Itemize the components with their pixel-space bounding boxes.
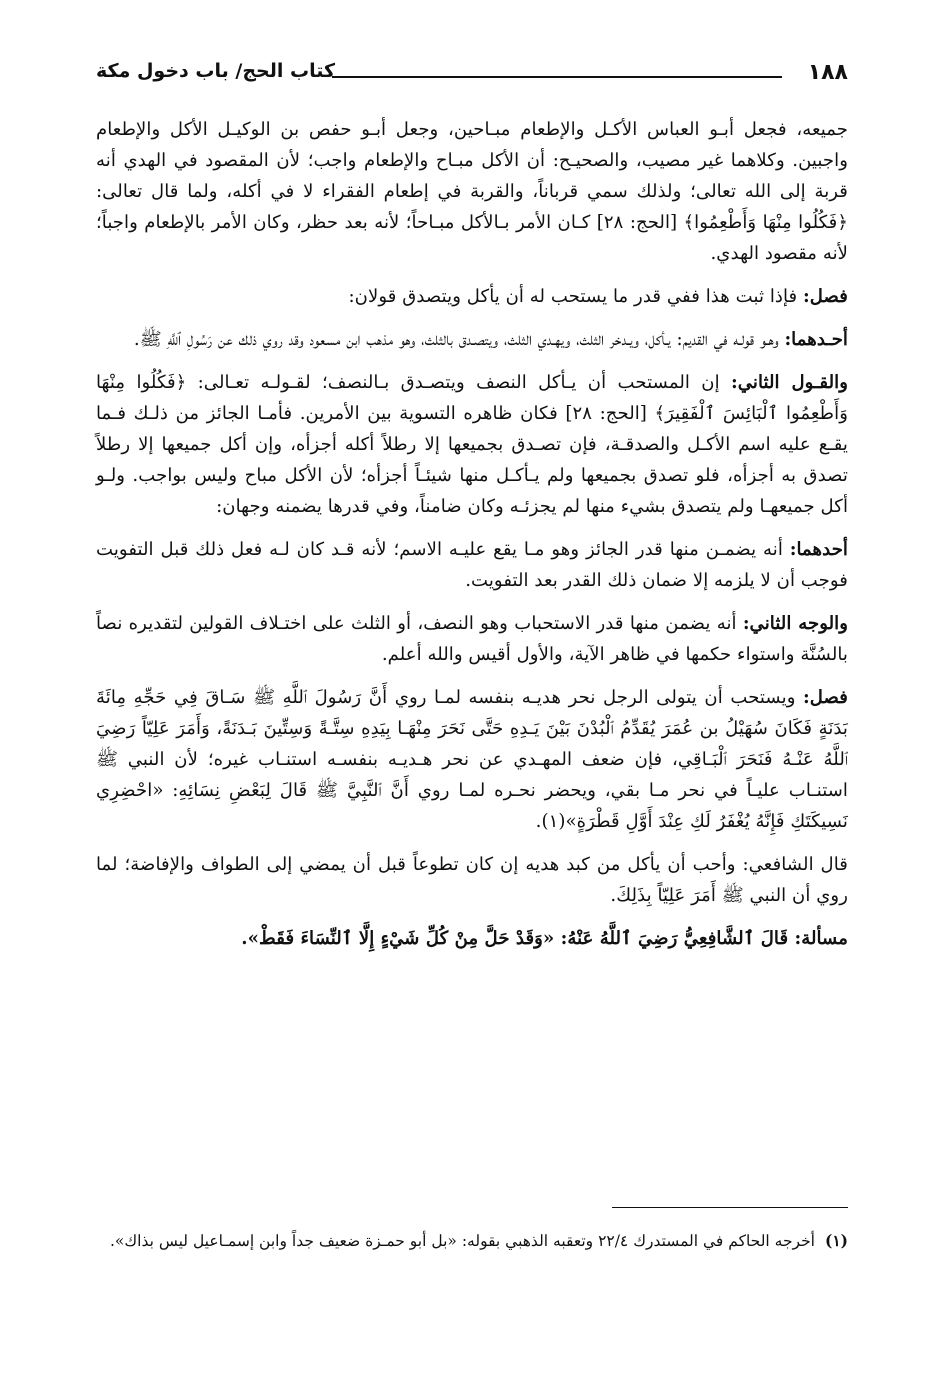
paragraph-lead: أحدهما:: [789, 539, 848, 560]
paragraph-lead: والقـول الثاني:: [731, 372, 848, 393]
paragraph-text: قال الشافعي: وأحب أن يأكل من كبد هديه إن كان تطوعاً قبل أن يمضي إلى الطواف والإفاضة؛ لما روي أن النبي ﷺ أَمَرَ عَلِيّاً بِذَلِكَ.: [96, 854, 848, 906]
page-number: ١٨٨: [807, 60, 848, 85]
paragraph-text: أنه يضمـن منها قدر الجائز وهو مـا يقع عليـه الاسم؛ لأنه قـد كان لـه فعل ذلك قبل التفويت فوجب أن لا يلزمه إلا ضمان ذلك القدر بعد التفويت.: [96, 539, 848, 591]
paragraph-lead: أحـدهما:: [784, 329, 848, 350]
paragraph: [96, 367, 848, 522]
paragraph-lead: فصل:: [803, 286, 848, 307]
paragraph: [96, 923, 848, 954]
paragraph-text: فإذا ثبت هذا ففي قدر ما يستحب له أن يأكل ويتصدق قولان:: [348, 286, 804, 307]
paragraph-text: ويستحب أن يتولى الرجل نحر هديـه بنفسه لمـا روي أَنَّ رَسُولَ ٱللَّهِ ﷺ سَـاقَ فِي حَجِّهِ مِائَةَ بَدَنَةٍ فَكَانَ سُهَيْلُ بن عُمَرَ يُقَدِّمُ ٱلْبُدْنَ بَيْنَ يَـدِهِ حَتَّى نَحَرَ مِنْهَـا بِيَدِهِ سِتَّـةً وَسِتِّينَ بَـدَنَةً، وَأَمَرَ عَلِيّاً رَضِيَ ٱللَّهُ عَنْـهُ فَنَحَرَ ٱلْبَـاقِي، فإن ضعف المهـدي عن نحر هـديـه بنفسـه استنـاب غيره؛ لأن النبي ﷺ استنـاب عليـاً في نحر مـا بقي، ويحضر نحـره لمـا روي أَنَّ ٱلنَّبِيَّ ﷺ قَالَ لِبَعْضِ نِسَائِهِ: «احْضِرِي نَسِيكَتَكِ فَإِنَّهُ يُغْفَرُ لَكِ عِنْدَ أَوَّلِ قَطْرَةٍ»(١).: [96, 687, 848, 832]
paragraph: [96, 682, 848, 837]
paragraph-text: جميعه، فجعل أبـو العباس الأكـل والإطعام مبـاحين، وجعل أبـو حفص بن الوكيـل الأكل والإطعام واجبين. وكلاهما غير مصيب، والصحيـح: أن الأكل مبـاح والإطعام واجب؛ لأن المقصود في الهدي أنه قربة إلى الله تعالى؛ ولذلك سمي قرباناً، والقربة في إطعام الفقراء لا في أكله، ولما قال تعالى: ﴿فَكُلُوا مِنْهَا وَأَطْعِمُوا﴾ [الحج: ٢٨] كـان الأمر بـالأكل مبـاحاً؛ لأنه بعد حظر، وكان الأمر بالإطعام واجباً؛ لأنه مقصود الهدي.: [96, 119, 848, 264]
chapter-title: كتاب الحج/ باب دخول مكة: [96, 60, 336, 82]
running-header: [96, 60, 848, 94]
main-text: [96, 114, 848, 966]
paragraph-text: إن المستحب أن يـأكل النصف ويتصـدق بـالنصف؛ لقـولـه تعـالى: ﴿فَكُلُوا مِنْهَا وَأَطْعِمُوا ٱلْبَائِسَ ٱلْفَقِيرَ﴾ [الحج: ٢٨] فكان ظاهره التسوية بين الأمرين. فأمـا الجائز من ذلـك فـما يقـع عليه اسم الأكـل والصدقـة، فإن تصـدق بجميعها إلا رطلاً أكله أجزأه، وإن أكل جميعها إلا رطلاً تصدق به أجزأه، فلو تصدق بجميعها ولم يـأكـل منها شيئـاً أجزأه؛ لأن الأكل مباح وليس بواجب. ولـو أكل جميعهـا ولم يتصدق بشيء منها لم يجزئـه وكان ضامناً، وفي قدرها يضمنه وجهان:: [96, 372, 848, 517]
paragraph: [96, 849, 848, 911]
header-rule: [332, 76, 782, 78]
paragraph: [96, 281, 848, 312]
footnote: [96, 1226, 848, 1256]
paragraph-lead: والوجه الثاني:: [742, 613, 848, 634]
footnote-separator: [612, 1207, 848, 1208]
paragraph: [96, 608, 848, 670]
paragraph: [96, 114, 848, 269]
paragraph-lead: مسألة:: [794, 928, 848, 949]
footnote-number: (١): [824, 1231, 848, 1250]
paragraph-lead: فصل:: [803, 687, 848, 708]
paragraph-text: وهـو قولـه في القديم: يـأكل، ويـدخر الثلث، ويهـدي الثلث، ويتصـدق بالثلث، وهو مذهب ابن مسعود وقد روي ذلك عن رَسُولِ ٱللَّهِ ﷺ.: [133, 329, 785, 350]
paragraph: [96, 324, 848, 355]
paragraph-text: قَالَ ٱلشَّافِعِيُّ رَضِيَ ٱللَّهُ عَنْهُ: «وَقَدْ حَلَّ مِنْ كُلِّ شَيْءٍ إِلَّا ٱلنِّسَاءَ فَقَطْ».: [241, 928, 795, 949]
paragraph-text: أنه يضمن منها قدر الاستحباب وهو النصف، أو الثلث على اختـلاف القولين لتقديره نصاً بالسُنَّة واستواء حكمها في ظاهر الآية، والأول أقيس والله أعلم.: [96, 613, 848, 665]
paragraph: [96, 534, 848, 596]
footnote-text: أخرجه الحاكم في المستدرك ٢٢/٤ وتعقبه الذهبي بقوله: «بل أبو حمـزة ضعيف جداً وابن إسمـاعيل ليس بذاك».: [109, 1232, 815, 1250]
